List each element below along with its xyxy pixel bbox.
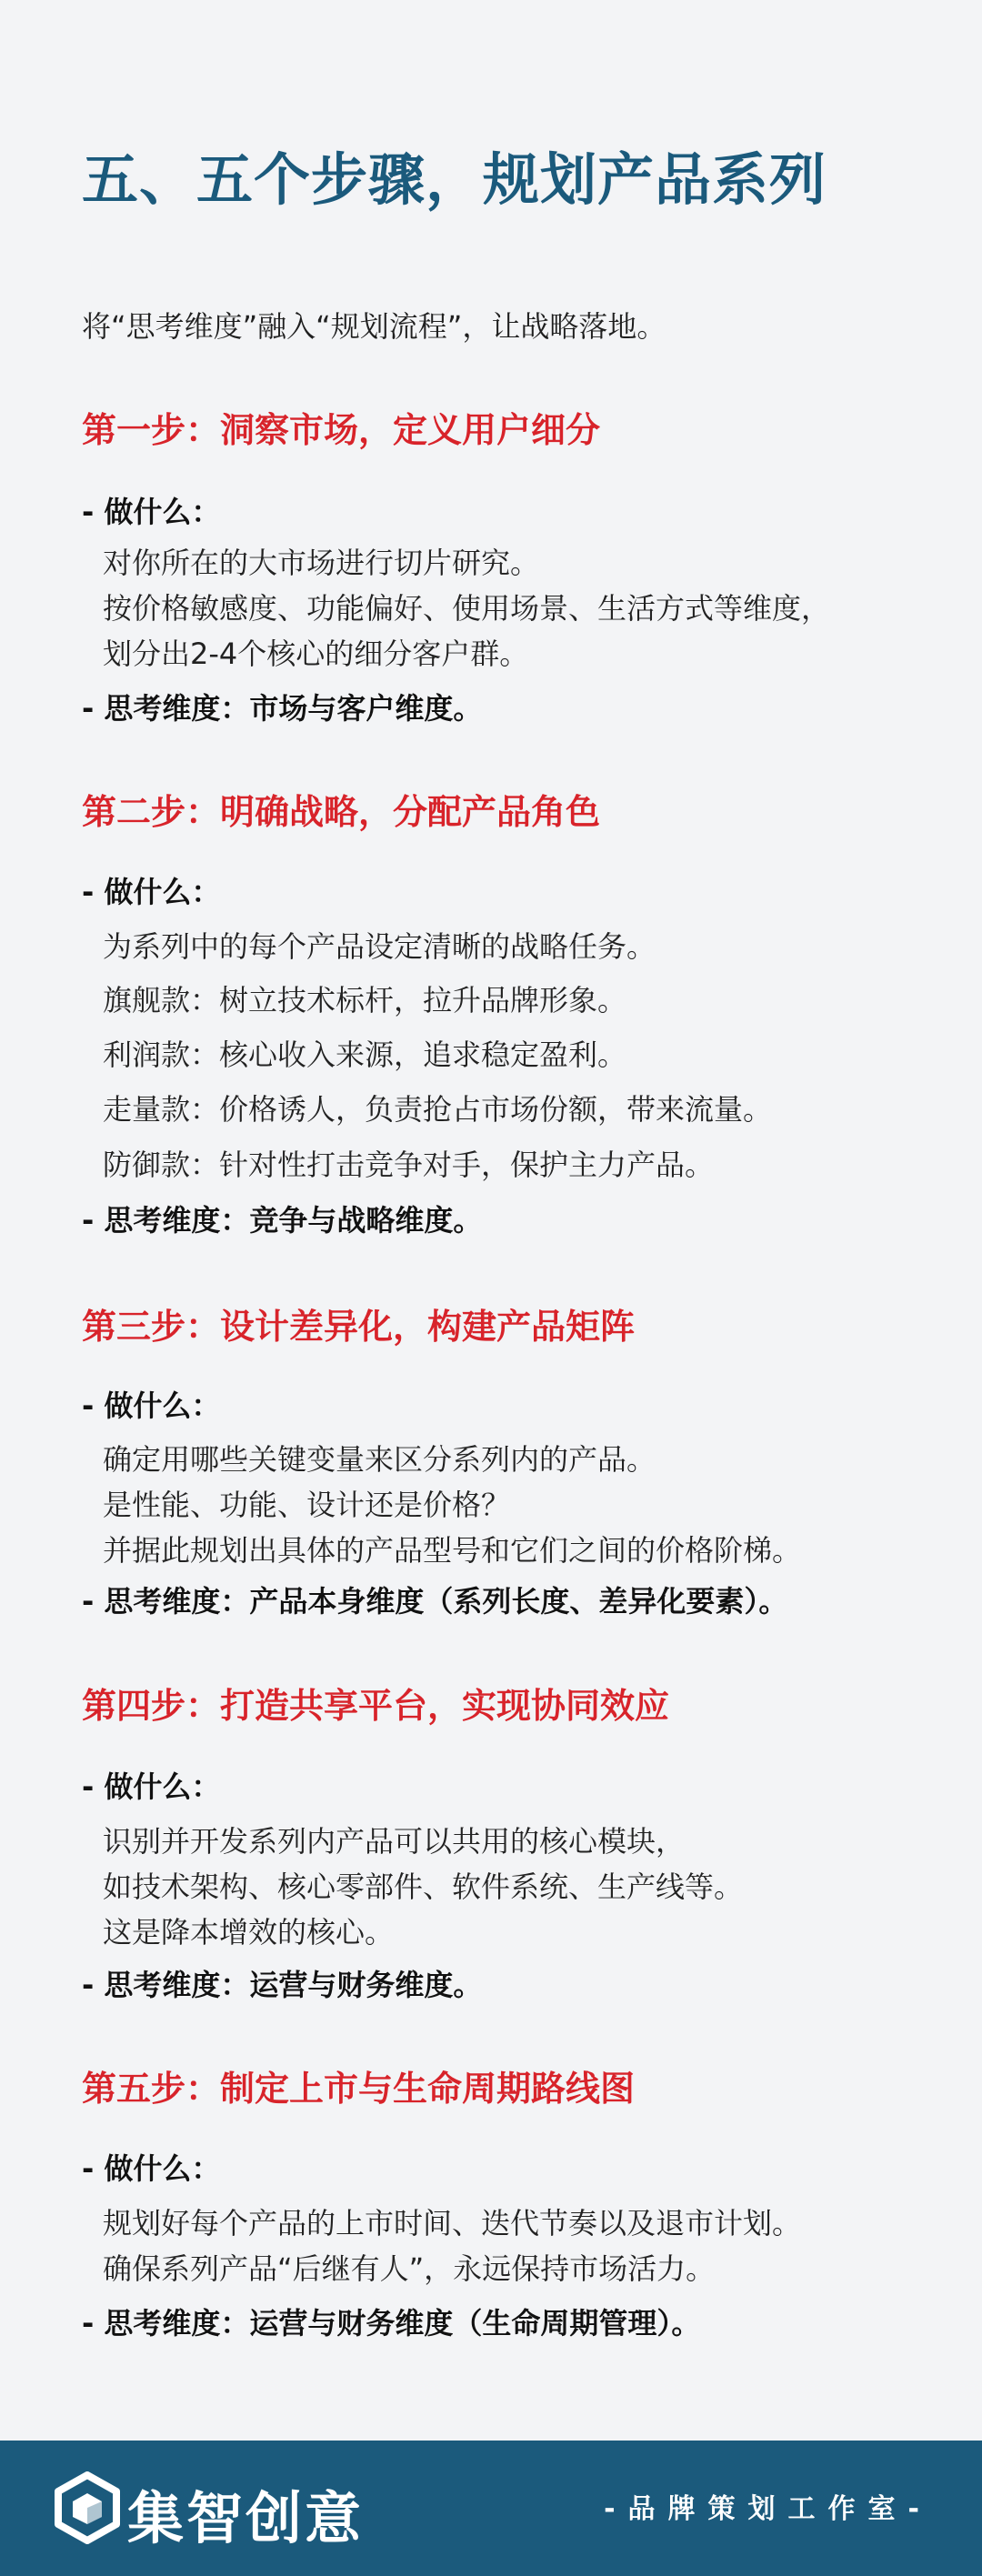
logo-text: 集智创意	[127, 2485, 365, 2551]
step-4-do-label: - 做什么：	[82, 1769, 221, 1804]
step-3-line-3: 并据此规划出具体的产品型号和它们之间的价格阶梯。	[103, 1533, 802, 1568]
step-3-dimension: - 思考维度：产品本身维度（系列长度、差异化要素）。	[82, 1584, 788, 1619]
step-1-line-2: 按价格敏感度、功能偏好、使用场景、生活方式等维度，	[103, 591, 831, 626]
step-4-line-1: 识别并开发系列内产品可以共用的核心模块，	[103, 1824, 686, 1859]
step-4-title: 第四步：打造共享平台，实现协同效应	[82, 1686, 670, 1726]
footer-bar	[0, 2441, 982, 2576]
step-3-do-label: - 做什么：	[82, 1388, 221, 1423]
step-2-line-2: 旗舰款：树立技术标杆，拉升品牌形象。	[103, 983, 627, 1017]
page-title: 五、五个步骤，规划产品系列	[82, 146, 827, 213]
step-2-line-5: 防御款：针对性打击竞争对手，保护主力产品。	[103, 1148, 715, 1182]
logo-cube-icon	[53, 2471, 122, 2548]
step-2-do-label: - 做什么：	[82, 875, 221, 909]
step-5-line-1: 规划好每个产品的上市时间、迭代节奏以及退市计划。	[103, 2206, 802, 2240]
step-2-line-1: 为系列中的每个产品设定清晰的战略任务。	[103, 929, 656, 964]
step-1-line-1: 对你所在的大市场进行切片研究。	[103, 546, 540, 580]
step-2-line-3: 利润款：核心收入来源，追求稳定盈利。	[103, 1037, 627, 1072]
intro-text: 将“思考维度”融入“规划流程”，让战略落地。	[82, 309, 666, 344]
step-2-title: 第二步：明确战略，分配产品角色	[82, 792, 601, 832]
step-1-title: 第一步：洞察市场，定义用户细分	[82, 410, 601, 450]
step-1-dimension: - 思考维度：市场与客户维度。	[82, 691, 483, 726]
footer-tagline: -品牌策划工作室-	[604, 2493, 932, 2525]
step-1-line-3: 划分出2-4个核心的细分客户群。	[103, 636, 529, 671]
step-3-title: 第三步：设计差异化，构建产品矩阵	[82, 1307, 636, 1347]
step-2-dimension: - 思考维度：竞争与战略维度。	[82, 1203, 483, 1238]
step-5-title: 第五步：制定上市与生命周期路线图	[82, 2069, 636, 2109]
step-3-line-1: 确定用哪些关键变量来区分系列内的产品。	[103, 1442, 656, 1477]
step-5-line-2: 确保系列产品“后继有人”，永远保持市场活力。	[103, 2251, 716, 2286]
step-4-dimension: - 思考维度：运营与财务维度。	[82, 1968, 483, 2002]
step-1-do-label: - 做什么：	[82, 495, 221, 529]
step-5-dimension: - 思考维度：运营与财务维度（生命周期管理）。	[82, 2306, 701, 2340]
step-3-line-2: 是性能、功能、设计还是价格？	[103, 1488, 511, 1522]
step-4-line-2: 如技术架构、核心零部件、软件系统、生产线等。	[103, 1869, 744, 1904]
step-5-do-label: - 做什么：	[82, 2151, 221, 2186]
step-2-line-4: 走量款：价格诱人，负责抢占市场份额，带来流量。	[103, 1092, 773, 1127]
step-4-line-3: 这是降本增效的核心。	[103, 1915, 395, 1950]
